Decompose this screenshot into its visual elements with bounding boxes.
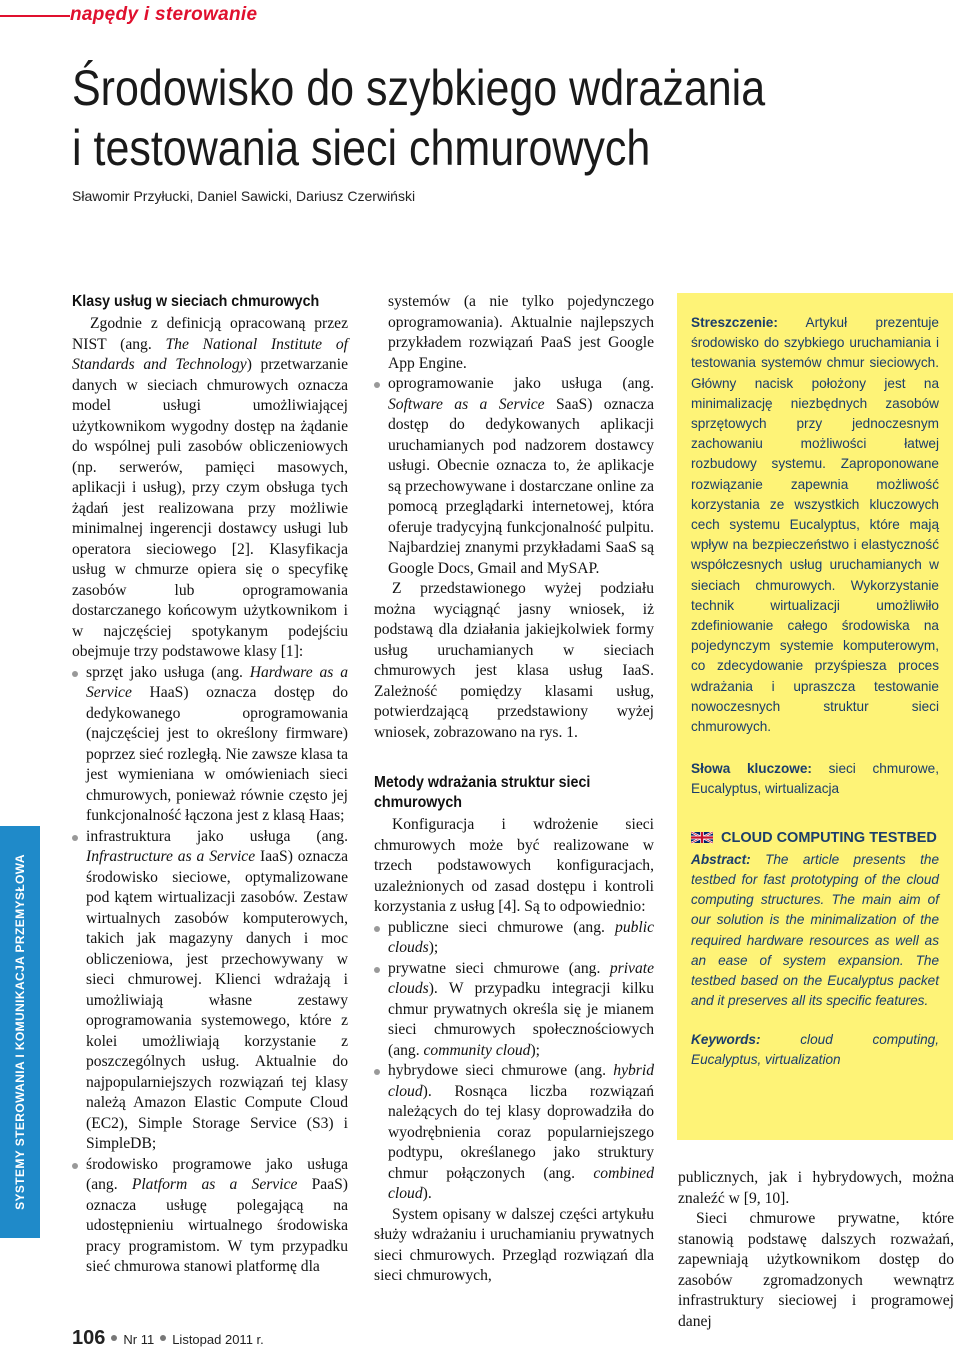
bullet-separator xyxy=(160,1335,166,1341)
summary: Streszczenie: Artykuł prezentuje środowisko do szybkiego uruchamiania i testowania systemów chmur sieciowych. Główny nacisk położony jest na minimalizację niezbędnych zasobów sprzętowych przy jednoczesnym zachowaniu możliwości łatwej rozbudowy systemu. Zaproponowane rozwiązanie zapewnia możliwość korzystania ze wszystkich kluczowych cech systemu Eucalyptus, które mają wpływ na bezpieczeństwo i elastyczność współczesnych usług uruchamianych w sieciach chmurowych. Wykorzystanie technik wirtualizacji umożliwiło zdefiniowanie całego środowiska na pojedynczym systemie komputerowym, co zdecydowanie przyśpiesza proces wdrażania i upraszcza testowanie nowoczesnych struktur sieci chmurowych. xyxy=(691,315,939,735)
paragraph: Z przedstawionego wyżej podziału można wyciągnąć jasny wniosek, iż podstawą dla działania jakiejkolwiek formy usług uruchamianych w sieciach chmurowych jest klasa usług IaaS. Zależność pomiędzy klasami usług, potwierdzającą przedstawiony wyżej wniosek, zobrazowano na rys. 1. xyxy=(374,580,654,741)
title-line-1: Środowisko do szybkiego wdrażania xyxy=(72,60,766,116)
list-item: publiczne sieci chmurowe (ang. public clouds); xyxy=(374,918,654,959)
uk-flag-icon xyxy=(691,831,713,844)
title-line-2: i testowania sieci chmurowych xyxy=(72,120,651,176)
column-1 xyxy=(72,292,348,1278)
page-number: 106 xyxy=(72,1327,106,1349)
list-item: prywatne sieci chmurowe (ang. private clouds). W przypadku integracji kilku chmur prywatnych określa się je mianem sieci chmurowych społecznościowych (ang. community cloud); xyxy=(374,959,654,1062)
article-title xyxy=(72,58,812,178)
list-item: sprzęt jako usługa (ang. Hardware as a Service HaaS) oznacza dostęp do dedykowanego oprogramowania (najczęściej jest to określony firmware) poprzez sieć rozległą. Nie zawsze klasa ta jest wymieniana w omówieniach sieci chmurowych, ponieważ równie często jej funkcjonalność łączona jest z klasą Haas; xyxy=(72,663,348,827)
section-label-text: napędy i sterowanie xyxy=(70,4,258,25)
abstract-box xyxy=(677,293,953,1140)
section-label xyxy=(70,4,257,26)
list-item: systemów (a nie tylko pojedynczego oprogramowania). Aktualnie najlepszych przykładem rozwiązań PaaS jest Google App Engine. xyxy=(388,293,654,372)
side-category-label: SYSTEMY STEROWANIA I KOMUNIKACJA PRZEMYSŁOWA xyxy=(13,854,27,1210)
bullet-separator xyxy=(111,1335,117,1341)
paragraph: publicznych, jak i hybrydowych, można znaleźć w [9, 10]. xyxy=(678,1169,954,1207)
column-2 xyxy=(374,292,654,1287)
paragraph: Konfiguracja i wdrożenie sieci chmurowych może być realizowane w trzech podstawowych konfiguracjach, uzależnionych od zasad dostępu i kontroli korzystania z usług [4]. Są to odpowiednio: xyxy=(374,816,654,915)
issue-date: Listopad 2011 r. xyxy=(172,1332,264,1347)
page-footer xyxy=(72,1327,264,1350)
issue-number: Nr 11 xyxy=(123,1332,155,1347)
english-title: CLOUD COMPUTING TESTBED xyxy=(691,828,939,848)
english-keywords: Keywords: cloud computing, Eucalyptus, virtualization xyxy=(691,1031,939,1067)
section-heading-classes: Klasy usług w sieciach chmurowych xyxy=(72,293,320,310)
section-heading-methods: Metody wdrażania struktur sieci chmurowych xyxy=(374,774,591,811)
authors: Sławomir Przyłucki, Daniel Sawicki, Dariusz Czerwiński xyxy=(72,188,416,204)
deployment-list xyxy=(374,918,654,1205)
abstract-content xyxy=(691,313,939,1070)
keywords: Słowa kluczowe: sieci chmurowe, Eucalyptus, wirtualizacja xyxy=(691,761,939,797)
paragraph: Sieci chmurowe prywatne, które stanowią podstawę dalszych rozważań, zapewniają użytkownikom dostęp do zasobów zgromadzonych wewnątrz infrastruktury sieciowej i programowej danej xyxy=(678,1210,954,1330)
english-abstract: Abstract: The article presents the testbed for fast prototyping of the cloud computing structures. The main aim of our solution is the minimalization of the required hardware resources as well as an ease of system expansion. The testbed based on the Eucalyptus packet and it preserves all its specific features. xyxy=(691,851,939,1009)
service-class-list xyxy=(72,663,348,1278)
list-item: infrastruktura jako usługa (ang. Infrastructure as a Service IaaS) oznacza środowisko sieciowe, optymalizowane pod kątem wirtualizacji zasobów. Zestaw wirtualnych zasobów komputerowych, takich jak magazyny danych i moc obliczeniowa, jest przechowywany w sieci chmurowej. Klienci wdrażają i umożliwiają własne zestawy oprogramowania systemowego, które z kolei umożliwiają korzystanie z poszczególnych usług. Aktualnie do najpopularniejszych rozwiązań tej klasy należą Amazon Elastic Compute Cloud (EC2), Simple Storage Service (S3) i SimpleDB; xyxy=(72,827,348,1155)
column-3 xyxy=(678,1168,954,1332)
list-item: środowisko programowe jako usługa (ang. Platform as a Service PaaS) oznacza usługę polegającą na udostępnieniu wirtualnego środowiska pracy programistom. W tym przypadku sieć chmurowa stanowi platformę dla xyxy=(72,1155,348,1278)
list-item: oprogramowanie jako usługa (ang. Software as a Service SaaS) oznacza dostęp do dedykowanych aplikacji uruchamianych pod nadzorem dostawcy usługi. Obecnie oznacza to, że aplikacje są przechowywane i dostarczane online za pomocą przeglądarki internetowej, która oferuje tradycyjną funkcjonalność pulpitu. Najbardziej znanymi przykładami SaaS są Google Docs, Gmail and MySAP. xyxy=(374,374,654,579)
paragraph: System opisany w dalszej części artykułu służy wdrażaniu i uruchamianiu prywatnych sieci chmurowych. Przegląd rozwiązań dla sieci chmurowych, xyxy=(374,1205,654,1284)
paragraph: Zgodnie z definicją opracowaną przez NIST (ang. The National Institute of Standards and Technology) przetwarzanie danych w sieciach chmurowych oznacza model usługi umożliwiającej użytkownikom wygodny dostęp na żądanie do wspólnej puli zasobów obliczeniowych (np. serwerów, pamięci masowych, aplikacji i usług), przy czym obsługa tych żądań jest realizowana przy możliwie minimalnej ingerencji dostawcy usługi lub operatora sieciowego [2]. Klasyfikacja usług w chmurze opiera się o specyfikę zasobów lub oprogramowania dostarczanego końcowym użytkownikom i w najczęściej spotykanym podejściu obejmuje trzy podstawowe klasy [1]: xyxy=(72,315,348,660)
service-class-list-cont xyxy=(374,292,654,579)
list-item: hybrydowe sieci chmurowe (ang. hybrid cloud). Rosnąca liczba rozwiązań należących do tej klasy doprowadziła do wyodrębnienia coraz popularniejszego podtypu, określanego jako struktury chmur połączonych (ang. combined cloud). xyxy=(374,1061,654,1205)
section-rule xyxy=(0,15,70,17)
